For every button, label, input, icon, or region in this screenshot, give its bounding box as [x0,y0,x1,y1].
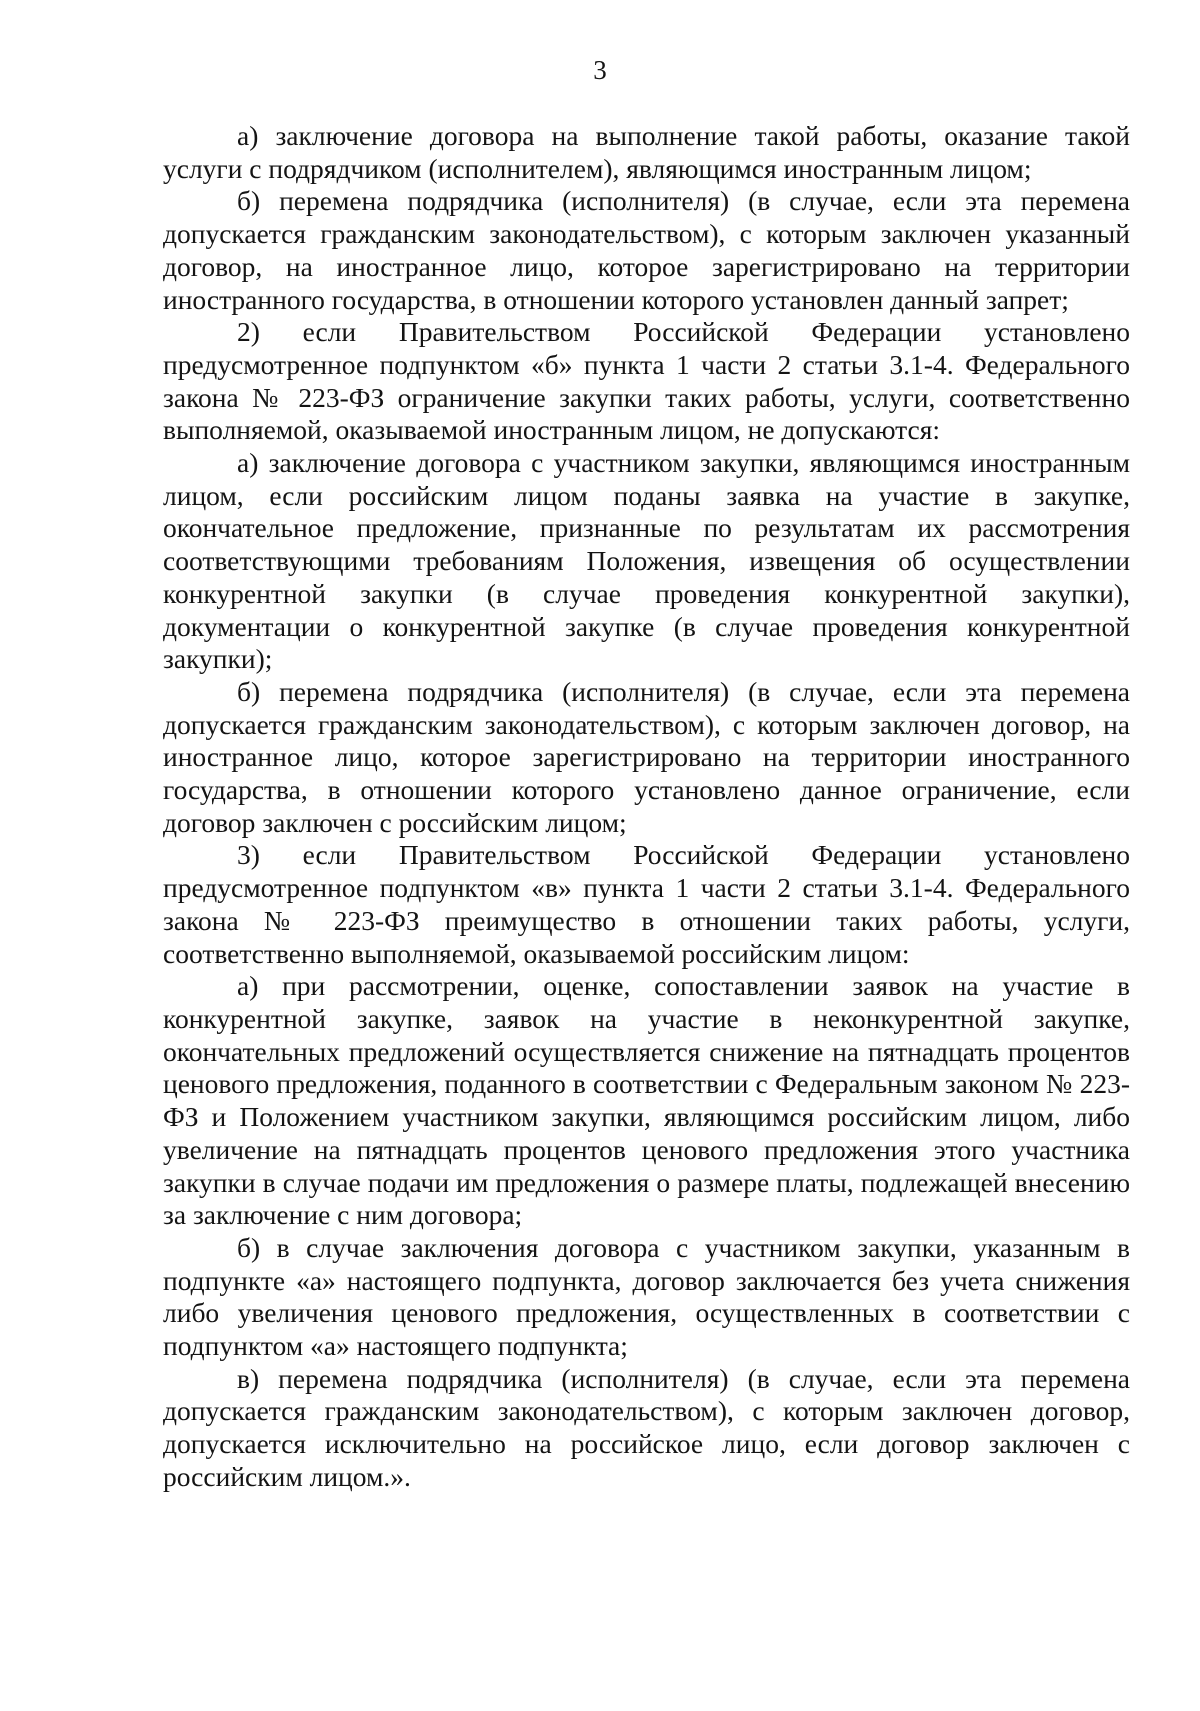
paragraph-3b: б) в случае заключения договора с участником закупки, указанным в подпункте «а» настоящего подпункта, договор заключается без учета снижения либо увеличения ценового предложения, осуществленных в соответствии с подпунктом «а» настоящего подпункта; [163,1231,1130,1362]
paragraph-2b: б) перемена подрядчика (исполнителя) (в случае, если эта перемена допускается гражданским законодательством), с которым заключен договор, на иностранное лицо, которое зарегистрировано на территории иностранного государства, в отношении которого установлено данное ограничение, если договор заключен с российским лицом; [163,675,1130,838]
paragraph-2: 2) если Правительством Российской Федерации установлено предусмотренное подпунктом «б» пункта 1 части 2 статьи 3.1-4. Федерального закона № 223-ФЗ ограничение закупки таких работы, услуги, соответственно выполняемой, оказываемой иностранным лицом, не допускаются: [163,316,1130,446]
paragraph-2a: а) заключение договора с участником закупки, являющимся иностранным лицом, если российским лицом поданы заявка на участие в закупке, окончательное предложение, признанные по результатам их рассмотрения соответствующими требованиям Положения, извещения об осуществлении конкурентной закупки (в случае проведения конкурентной закупки), документации о конкурентной закупке (в случае проведения конкурентной закупки); [163,447,1130,675]
document-body [163,120,1130,1494]
paragraph-3: 3) если Правительством Российской Федерации установлено предусмотренное подпунктом «в» пункта 1 части 2 статьи 3.1-4. Федерального закона № 223-ФЗ преимущество в отношении таких работы, услуги, соответственно выполняемой, оказываемой российским лицом: [163,839,1130,969]
paragraph-3c: в) перемена подрядчика (исполнителя) (в случае, если эта перемена допускается гражданским законодательством), с которым заключен договор, допускается исключительно на российское лицо, если договор заключен с российским лицом.». [163,1362,1130,1492]
paragraph-3a: а) при рассмотрении, оценке, сопоставлении заявок на участие в конкурентной закупке, заявок на участие в неконкурентной закупке, окончательных предложений осуществляется снижение на пятнадцать процентов ценового предложения, поданного в соответствии с Федеральным законом № 223-ФЗ и Положением участником закупки, являющимся российским лицом, либо увеличение на пятнадцать процентов ценового предложения этого участника закупки в случае подачи им предложения о размере платы, подлежащей внесению за заключение с ним договора; [163,970,1130,1231]
page-number: 3 [593,55,607,85]
paragraph-1a: а) заключение договора на выполнение такой работы, оказание такой услуги с подрядчиком (исполнителем), являющимся иностранным лицом; [163,120,1130,184]
paragraph-1b: б) перемена подрядчика (исполнителя) (в случае, если эта перемена допускается гражданским законодательством), с которым заключен указанный договор, на иностранное лицо, которое зарегистрировано на территории иностранного государства, в отношении которого установлен данный запрет; [163,185,1130,315]
